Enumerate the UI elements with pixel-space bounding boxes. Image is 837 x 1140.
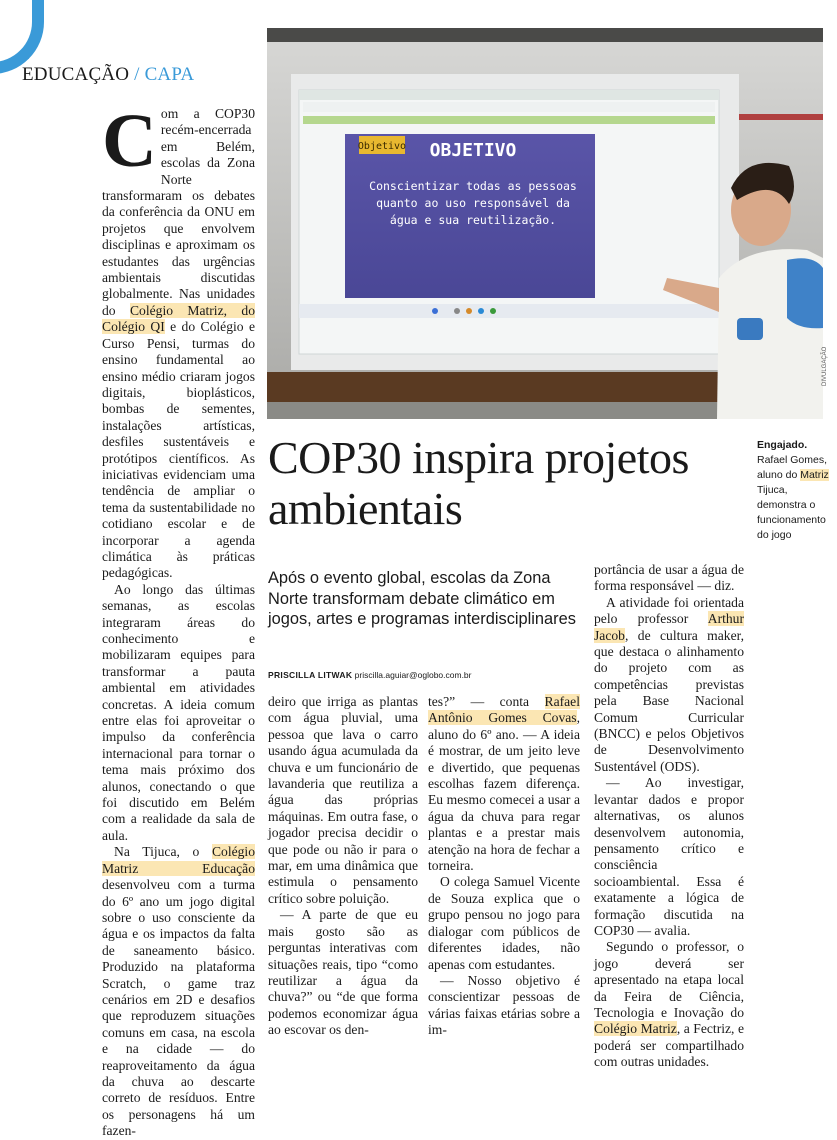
deck: Após o evento global, escolas da Zona Norte transformam debate climático em jogos, artes e programas interdisciplinares	[268, 569, 576, 629]
paragraph-text: e do Colégio e Curso Pensi, turmas do ensino fundamental ao ensino médio criaram jogos digitais, bioplásticos, bombas de sementes, instalações artísticas, desfiles sustentáveis e protótipos científicos. As iniciativas evidenciam uma tendência de ampliar o tema da sustentabilidade no cotidiano escolar e de incorporar a agenda climática às práticas pedagógicas.	[102, 319, 255, 581]
slide-text: Conscientizar todas as pessoas quanto ao uso responsável da água e sua reutilização.	[369, 179, 577, 227]
ceiling	[267, 28, 823, 42]
section-separator: /	[129, 64, 145, 85]
photo-caption	[757, 438, 833, 543]
article-column-4	[594, 562, 744, 1071]
paragraph-text: , a Fectriz, e poderá ser compartilhado com outras unidades.	[594, 1021, 744, 1070]
caption-title: Engajado.	[757, 439, 808, 451]
taskbar-app-icon	[478, 308, 484, 314]
paragraph: — Nosso objetivo é conscientizar pessoas de várias faixas etárias sobre a im-	[428, 972, 580, 1038]
byline-name: PRISCILLA LITWAK	[268, 670, 353, 680]
photo-illustration	[267, 28, 823, 419]
article-column-1	[102, 99, 255, 1140]
highlight: Colégio Matriz, do Colégio QI	[102, 302, 255, 335]
section-category: EDUCAÇÃO	[22, 64, 130, 85]
paragraph	[428, 694, 580, 874]
school-logo-patch	[737, 318, 763, 340]
section-subsection: CAPA	[144, 64, 195, 85]
paragraph: O colega Samuel Vicente de Souza explica que o grupo pensou no jogo para dialogar com públicos de diferentes idades, não apenas com estudantes.	[428, 874, 580, 972]
projected-taskbar	[299, 304, 719, 318]
taskbar-app-icon	[454, 308, 460, 314]
photo-credit: DIVULGAÇÃO	[822, 346, 828, 386]
paragraph-text: Na Tijuca, o	[114, 844, 212, 860]
paragraph-text: om a COP30 recém-encerrada em Belém, escolas da Zona Norte transformaram os debates da conferência da ONU em projetos que envolvem disciplinas e aproximam os estudantes das urgências ambientais discutidas globalmente. Nas unidades do	[102, 106, 255, 318]
section-label	[22, 64, 194, 86]
highlight: Rafael Antônio Gomes Covas	[428, 694, 580, 726]
paragraph-text: , de cultura maker, que destaca o alinhamento do projeto com as competências previstas pela Base Nacional Comum Curricular (BNCC) e pelos Objetivos de Desenvolvimento Sustentável (ODS).	[594, 627, 744, 774]
paragraph	[102, 844, 255, 1139]
section-corner-ornament	[0, 0, 44, 74]
highlight: Colégio Matriz Educação	[102, 844, 255, 876]
taskbar-app-icon	[490, 308, 496, 314]
paragraph-text: desenvolveu com a turma do 6º ano um jogo digital sobre o uso consciente da água e os impactos da falta de saneamento básico. Produzido na plataforma Scratch, o game traz cenários em 2D e desafios que reproduzem situações comuns em casa, na escola e na cidade — do reaproveitamento da água da chuva ao descarte correto de resíduos. Entre os personagens há um fazen-	[102, 877, 255, 1139]
paragraph-text: tes?” — conta	[428, 694, 545, 709]
headline: COP30 inspira projetos ambientais	[268, 432, 689, 534]
scratch-toolbar	[303, 116, 715, 124]
paragraph: deiro que irriga as plantas com água pluvial, uma pessoa que lava o carro usando água acumulada da chuva e um funcionário de lavanderia que reutiliza a água das próprias máquinas. Em outra fase, o jogador precisa decidir o que pode ou não ir para o mar, em uma dinâmica que estimula o pensamento crítico sobre poluição.	[268, 694, 418, 906]
taskbar-app-icon	[466, 308, 472, 314]
byline	[268, 670, 472, 680]
browser-address-bar	[303, 102, 715, 112]
paragraph-text: A atividade foi orientada pelo professor	[594, 594, 744, 627]
red-stripe	[737, 114, 823, 120]
paragraph: portância de usar a água de forma responsável — diz.	[594, 562, 744, 594]
taskbar-start-icon	[432, 308, 438, 314]
paragraph-text: , aluno do 6º ano. — A ideia é mostrar, de um jeito leve e divertido, que pequenas escolhas fazem diferença. Eu mesmo comecei a usar a água da chuva para regar plantas e a prestar mais atenção na hora de fechar a torneira.	[428, 710, 580, 874]
paragraph-text: Segundo o professor, o jogo deverá ser apresentado na etapa local da Feira de Ciência, Tecnologia e Inovação do	[594, 939, 744, 1020]
paragraph: — Ao investigar, levantar dados e propor alternativas, os alunos desenvolvem autonomia, pensamento crítico e consciência socioambiental. Essa é exatamente a lógica de formação discutida na COP30 — avalia.	[594, 775, 744, 938]
slide-text-box	[359, 178, 587, 258]
paragraph: — A parte de que eu mais gosto são as perguntas interativas com situações reais, tipo “como reutilizar a água da chuva?” ou “de que forma podemos economizar água ao escovar os den-	[268, 907, 418, 1038]
article-column-3	[428, 694, 580, 1039]
highlight: Arthur Jacob	[594, 611, 744, 643]
paragraph	[594, 939, 744, 1070]
caption-highlight: Matriz	[800, 469, 829, 481]
paragraph	[102, 99, 255, 582]
paragraph	[594, 595, 744, 775]
student-sleeve	[787, 258, 823, 328]
slide-tag: Objetivo	[357, 141, 407, 152]
paragraph: Ao longo das últimas semanas, as escolas integraram áreas do conhecimento e mobilizaram equipes para transformar a pauta ambiental em atividades concretas. A ideia comum entre elas foi aproveitar o impulso da conferência internacional para tornar o tema mais próximo dos alunos, conectando o que foi discutido em Belém com a realidade da sala de aula.	[102, 581, 255, 843]
byline-email: priscilla.aguiar@oglobo.com.br	[354, 670, 472, 680]
slide-title: OBJETIVO	[429, 140, 517, 161]
caption-text: Rafael Gomes, aluno do	[757, 454, 828, 481]
article-photo	[267, 28, 823, 419]
drop-cap: C	[102, 99, 157, 183]
browser-tabs	[299, 90, 719, 100]
highlight: Colégio Matriz	[594, 1021, 677, 1037]
caption-text: Tijuca, demonstra o funcionamento do jogo	[757, 484, 826, 541]
article-column-2	[268, 694, 418, 1039]
